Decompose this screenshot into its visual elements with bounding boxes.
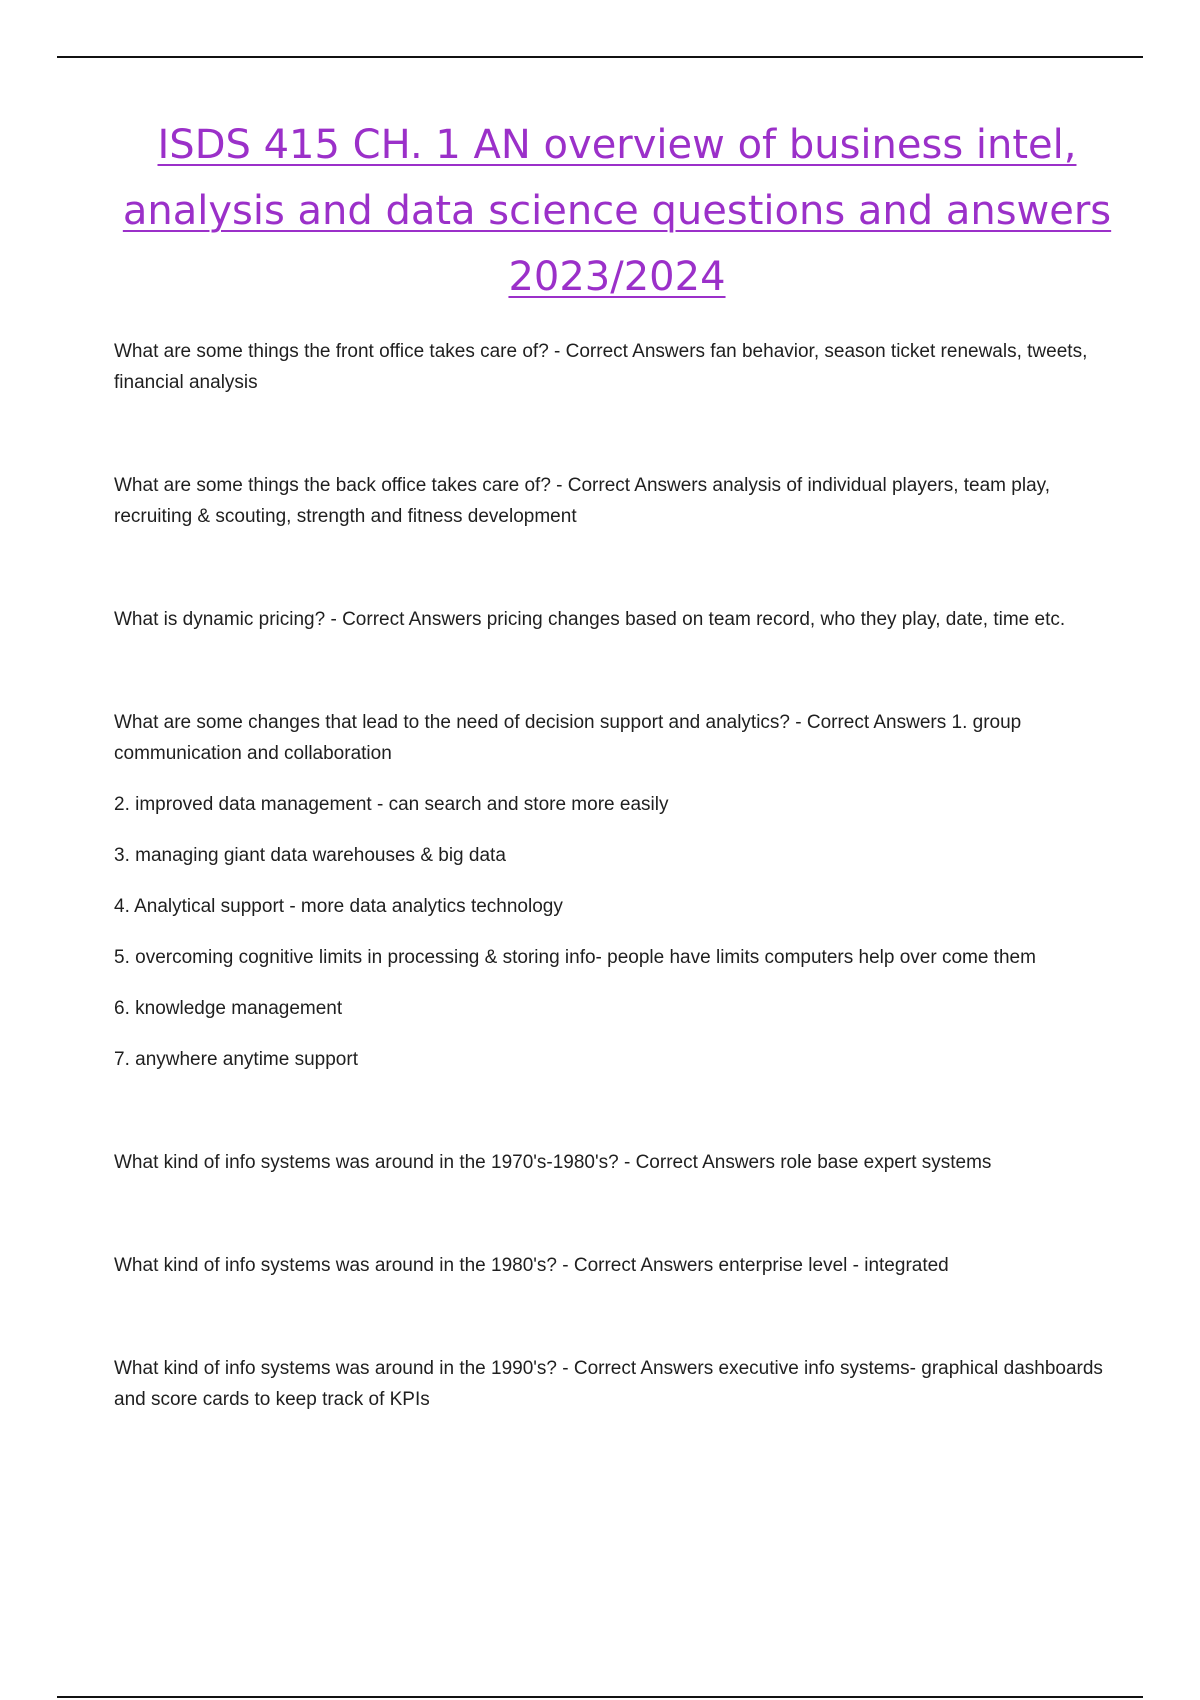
qa-text: What kind of info systems was around in the 1990's? - Correct Answers executive info systems- graphical dashboards and score cards to keep track of KPIs [114, 1358, 1103, 1410]
qa-text: What are some things the back office takes care of? - Correct Answers analysis of individual players, team play, recruiting & scouting, strength and fitness development [114, 475, 1051, 527]
qa-item [114, 604, 1114, 635]
qa-item [114, 1353, 1114, 1415]
answer-list [114, 789, 1114, 1075]
list-item: 3. managing giant data warehouses & big data [114, 845, 506, 866]
list-item: 4. Analytical support - more data analytics technology [114, 896, 563, 917]
qa-item [114, 336, 1114, 398]
qa-item [114, 707, 1114, 769]
qa-text: What are some changes that lead to the need of decision support and analytics? - Correct Answers 1. group communication and collaboration [114, 712, 1022, 764]
qa-item [114, 1250, 1114, 1281]
qa-text: What kind of info systems was around in the 1980's? - Correct Answers enterprise level - integrated [114, 1255, 949, 1276]
list-item: 7. anywhere anytime support [114, 1049, 358, 1070]
qa-item [114, 1147, 1114, 1178]
bottom-rule [57, 1696, 1143, 1698]
list-item: 2. improved data management - can search and store more easily [114, 794, 669, 815]
qa-text: What kind of info systems was around in the 1970's-1980's? - Correct Answers role base expert systems [114, 1152, 992, 1173]
document-body [114, 336, 1114, 1487]
list-item: 6. knowledge management [114, 998, 343, 1019]
document-title[interactable]: ISDS 415 CH. 1 AN overview of business intel, analysis and data science questions and answers 2023/2024 [122, 122, 1112, 300]
qa-text: What is dynamic pricing? - Correct Answers pricing changes based on team record, who they play, date, time etc. [114, 609, 1066, 630]
top-rule [57, 56, 1143, 58]
list-item: 5. overcoming cognitive limits in processing & storing info- people have limits computers help over come them [114, 947, 1036, 968]
qa-item [114, 470, 1114, 532]
qa-text: What are some things the front office takes care of? - Correct Answers fan behavior, season ticket renewals, tweets, financial analysis [114, 341, 1088, 393]
